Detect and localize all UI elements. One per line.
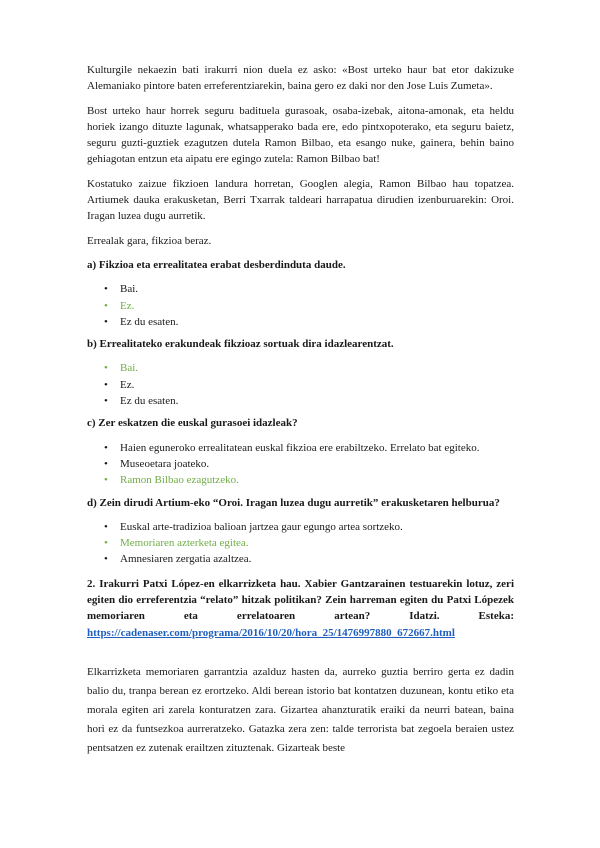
question-d-options [87,519,514,568]
question-2-text: 2. Irakurri Patxi López-en elkarrizketa hau. Xabier Gantzarainen testuarekin lotuz, zeri egiten dio erreferentzia “relato” hitzak politikan? Zein harreman egiten du Patxi Lópezek memoriaren eta errelatoaren artean? Idatzi. Esteka: [87,577,514,623]
question-a-option-1: • Bai. [87,281,514,297]
answer-paragraph: Elkarrizketa memoriaren garrantzia azalduz hasten da, aurreko guztia berriro gerta ez dadin balio du, tranpa berean ez erortzeko. Aldi berean istorio bat kontatzen duzunean, kontu etiko eta morala egiten ari zarela konturatzen zara. Gizartea ahanzturatik eraiki da neurri batean, baina hori ez da funtsezkoa aurreratzeko. Gatazka zera zen: talde terrorista bat zegoela beraien ustez pentsatzen ez zutenak erailtzen zituztenak. Gizarteak beste [87,666,514,754]
question-a-options [87,281,514,330]
question-d-option-2-selected: • Memoriaren azterketa egitea. [87,535,514,551]
question-b-option-3: • Ez du esaten. [87,393,514,409]
question-c: c) Zer eskatzen die euskal gurasoei idazleak? [87,417,298,430]
question-c-option-1: • Haien eguneroko errealitatean euskal fikzioa ere erabiltzeko. Errelato bat egiteko. [87,440,514,456]
question-d-option-3: • Amnesiaren zergatia azaltzea. [87,551,514,567]
question-a-option-2-selected: • Ez. [87,298,514,314]
question-c-options [87,440,514,489]
question-2 [87,576,514,641]
question-b: b) Errealitateko erakundeak fikzioaz sortuak dira idazlearentzat. [87,338,394,351]
question-d-option-1: • Euskal arte-tradizioa balioan jartzea gaur egungo artea sortzeko. [87,519,514,535]
question-a-option-3: • Ez du esaten. [87,314,514,330]
intro-paragraph-3: Kostatuko zaizue fikzioen landura horretan, Googlen alegia, Ramon Bilbao hau topatzea. Artiumek dauka erakusketan, Berri Txarrak taldeari harrapatua dirudien izenburuarekin: Oroi. Iragan luzea dugu aurretik. [87,177,514,223]
question-c-option-3-selected: • Ramon Bilbao ezagutzeko. [87,472,514,488]
question-a: a) Fikzioa eta errealitatea erabat desberdinduta daude. [87,258,346,271]
document-body [87,62,514,641]
question-d: d) Zein dirudi Artium-eko “Oroi. Iragan luzea dugu aurretik” erakusketaren helburua? [87,496,500,509]
question-b-option-2: • Ez. [87,377,514,393]
intro-paragraph-4: Errealak gara, fikzioa beraz. [87,234,212,247]
question-c-option-2: • Museoetara joateko. [87,456,514,472]
intro-paragraph-2: Bost urteko haur horrek seguru badituela gurasoak, osaba-izebak, aitona-amonak, eta heldu horiek izango dituzte lagunak, whatsapperako bada ere, edo pintxopoterako, eta seguru baietz, seguru guzti-guztiek ezagutzen dutela Ramon Bilbao, eta esango nuke, gainera, behin baino gehiagotan entzun eta aipatu ere egingo zutela: Ramon Bilbao bat! [87,104,514,166]
question-b-option-1-selected: • Bai. [87,360,514,376]
interview-link[interactable]: https://cadenaser.com/programa/2016/10/20/hora_25/1476997880_672667.html [87,626,455,639]
question-b-options [87,360,514,409]
intro-paragraph-1: Kulturgile nekaezin bati irakurri nion duela ez asko: «Bost urteko haur bat etor dakizuke Alemaniako pintore baten erreferentziarekin, baina gero ez daki nor den Jose Luis Zumeta». [87,64,514,93]
